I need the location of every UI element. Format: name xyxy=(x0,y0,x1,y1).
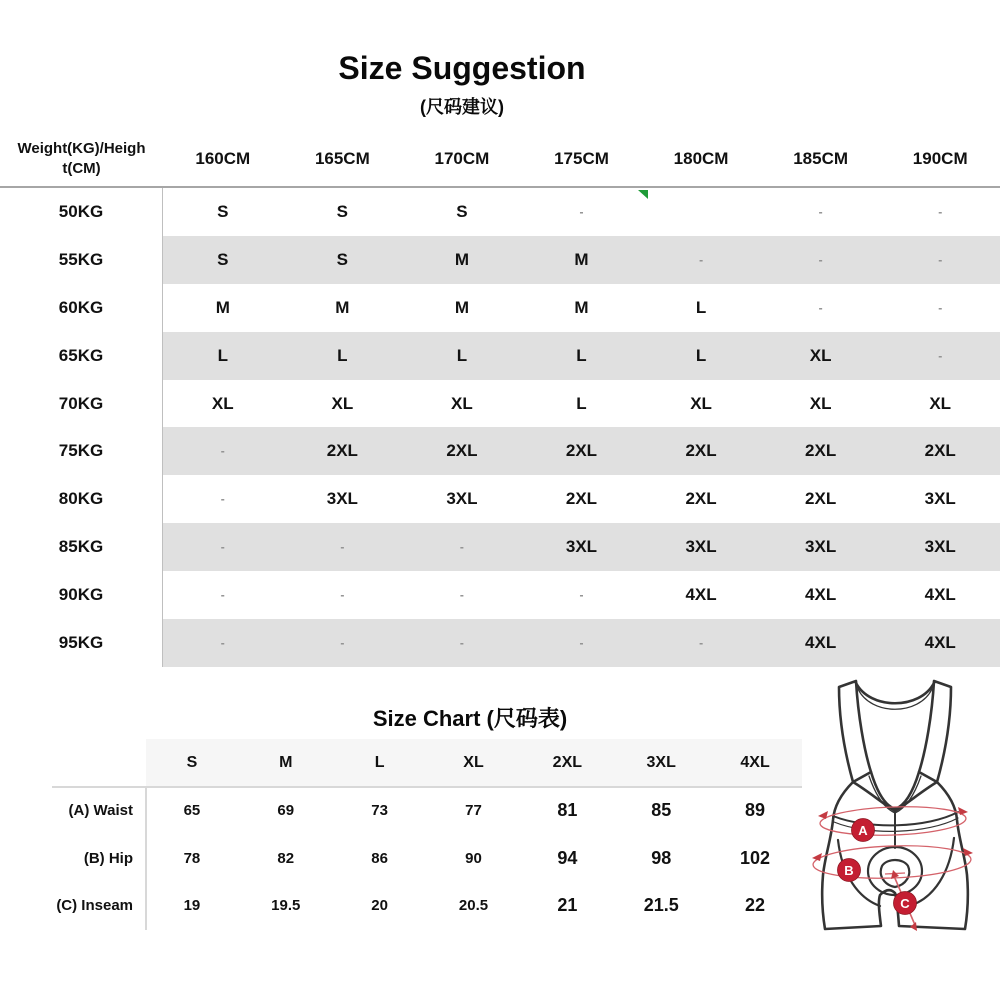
measure-cell: 94 xyxy=(557,847,578,868)
column-header-180cm: 180CM xyxy=(673,148,729,168)
table-row-55kg xyxy=(0,236,1000,284)
size-cell: - xyxy=(818,300,823,315)
table-row-75kg xyxy=(0,427,1000,475)
measure-cell: 86 xyxy=(371,849,388,867)
size-cell: L xyxy=(576,345,587,365)
size-col-l: L xyxy=(374,753,385,771)
size-cell: XL xyxy=(929,393,952,413)
column-header-185cm: 185CM xyxy=(793,148,849,168)
size-cell: 3XL xyxy=(685,537,717,557)
size-cell: 4XL xyxy=(685,585,717,605)
measure-cell: 85 xyxy=(651,800,672,821)
size-cell: - xyxy=(818,252,823,267)
size-cell: XL xyxy=(211,393,234,413)
table-row-80kg xyxy=(0,475,1000,523)
size-cell: 2XL xyxy=(326,441,358,461)
size-cell: S xyxy=(336,201,349,221)
size-cell: - xyxy=(340,588,345,603)
corner-label-line1: Weight(KG)/Heigh xyxy=(17,139,146,157)
size-cell: L xyxy=(576,393,587,413)
size-cell: XL xyxy=(451,393,473,413)
size-cell: S xyxy=(336,249,349,269)
column-header-165cm: 165CM xyxy=(314,148,370,168)
size-cell: 2XL xyxy=(565,441,598,461)
size-cell: M xyxy=(454,297,469,317)
size-cell: XL xyxy=(809,393,832,413)
size-cell: - xyxy=(938,348,943,363)
size-cell: - xyxy=(699,635,704,650)
size-cell: L xyxy=(456,345,468,365)
green-flag-marker xyxy=(638,190,648,199)
measure-cell: 19 xyxy=(183,897,201,915)
size-col-s: S xyxy=(186,753,198,771)
weight-label: 80KG xyxy=(0,475,163,523)
table-row-50kg xyxy=(0,188,1000,236)
size-cell: - xyxy=(579,204,584,219)
size-cell: L xyxy=(695,297,707,317)
size-cell: L xyxy=(337,345,348,365)
weight-label: 85KG xyxy=(0,523,163,571)
size-cell: 2XL xyxy=(805,441,837,461)
size-cell: 3XL xyxy=(326,489,358,509)
measure-cell: 65 xyxy=(183,802,201,820)
row-label-waist: (A) Waist xyxy=(68,802,133,820)
table-row-90kg xyxy=(0,571,1000,619)
size-cell: M xyxy=(454,249,469,269)
size-cell: - xyxy=(220,444,225,459)
weight-label: 90KG xyxy=(0,571,163,619)
size-cell: - xyxy=(340,540,345,555)
size-cell: - xyxy=(938,252,943,267)
measure-cell: 81 xyxy=(557,800,578,821)
size-cell: L xyxy=(695,345,707,365)
size-col-m: M xyxy=(279,753,293,771)
size-cell: S xyxy=(217,201,229,221)
table-row-85kg xyxy=(0,523,1000,571)
size-cell: 2XL xyxy=(924,441,956,461)
size-cell: 2XL xyxy=(685,489,717,509)
table-row-60kg xyxy=(0,284,1000,332)
size-cell: 2XL xyxy=(446,441,478,461)
size-cell: 3XL xyxy=(924,537,956,557)
size-chart-values xyxy=(145,787,802,930)
size-cell: - xyxy=(459,588,464,603)
size-cell: - xyxy=(938,204,943,219)
size-cell: - xyxy=(220,635,225,650)
measure-cell: 69 xyxy=(277,802,295,820)
size-cell: - xyxy=(699,252,704,267)
table-row-95kg xyxy=(0,619,1000,667)
waist-arrow-right xyxy=(958,807,968,815)
size-cell: 4XL xyxy=(924,632,956,652)
measure-cell: 78 xyxy=(183,849,201,867)
corner-header-cell xyxy=(0,131,163,186)
size-col-2xl: 2XL xyxy=(552,753,583,771)
weight-label: 60KG xyxy=(0,284,163,332)
size-suggestion-table xyxy=(0,131,1000,667)
size-cell: 3XL xyxy=(446,489,478,509)
size-cell: - xyxy=(459,540,464,555)
weight-label: 65KG xyxy=(0,332,163,380)
size-col-3xl: 3XL xyxy=(646,753,676,771)
size-cell: - xyxy=(340,635,345,650)
size-cell: - xyxy=(579,588,584,603)
measure-cell: 90 xyxy=(465,849,482,867)
measure-cell: 19.5 xyxy=(271,897,301,915)
page-title: Size Suggestion xyxy=(338,50,586,86)
size-cell: M xyxy=(335,297,350,317)
size-cell: 2XL xyxy=(685,441,717,461)
measure-cell: 20.5 xyxy=(458,897,489,915)
column-header-190cm: 190CM xyxy=(912,148,968,168)
size-cell: S xyxy=(217,249,229,269)
measure-cell: 89 xyxy=(745,800,766,821)
size-cell: 4XL xyxy=(805,632,837,652)
size-cell: 3XL xyxy=(924,489,956,509)
measure-cell: 22 xyxy=(745,895,766,916)
column-header-160cm: 160CM xyxy=(195,148,251,168)
suggestion-header-row xyxy=(0,131,1000,186)
weight-label: 55KG xyxy=(0,236,163,284)
size-cell: 4XL xyxy=(805,585,837,605)
measure-cell: 102 xyxy=(740,847,771,868)
size-cell: - xyxy=(220,492,225,507)
size-cell: XL xyxy=(331,393,354,413)
size-cell: - xyxy=(220,540,225,555)
size-cell: 4XL xyxy=(924,585,956,605)
marker-b-label: B xyxy=(844,863,854,878)
weight-label: 70KG xyxy=(0,380,163,428)
size-cell: - xyxy=(459,635,464,650)
measure-cell: 82 xyxy=(277,849,295,867)
measure-cell: 21 xyxy=(557,895,578,916)
size-col-4xl: 4XL xyxy=(740,753,770,771)
row-label-hip: (B) Hip xyxy=(83,849,133,867)
size-chart-title: Size Chart (尺码表) xyxy=(372,706,568,731)
page-subtitle: (尺码建议) xyxy=(420,97,504,117)
size-chart-row-labels xyxy=(0,787,139,930)
size-cell: - xyxy=(818,204,823,219)
size-cell: S xyxy=(456,201,468,221)
size-cell: M xyxy=(215,297,230,317)
size-cell: L xyxy=(217,345,228,365)
size-cell: 2XL xyxy=(565,489,598,509)
hip-arrow-left xyxy=(812,853,822,861)
size-cell: 2XL xyxy=(805,489,837,509)
marker-c-label: C xyxy=(900,896,910,911)
measure-cell: 77 xyxy=(465,802,482,820)
size-cell: M xyxy=(574,249,589,269)
size-cell: - xyxy=(938,300,943,315)
size-cell: 3XL xyxy=(805,537,837,557)
measure-cell: 21.5 xyxy=(643,895,679,916)
bib-shorts-diagram xyxy=(808,670,998,1000)
size-cell: 3XL xyxy=(565,537,598,557)
weight-label: 95KG xyxy=(0,619,163,667)
size-col-xl: XL xyxy=(463,753,484,771)
measure-cell: 98 xyxy=(651,847,672,868)
size-cell: XL xyxy=(690,393,712,413)
weight-label: 50KG xyxy=(0,188,163,236)
row-label-inseam: (C) Inseam xyxy=(56,897,133,915)
marker-a-label: A xyxy=(858,823,868,838)
table-row-65kg xyxy=(0,332,1000,380)
measure-cell: 20 xyxy=(371,897,388,915)
size-chart-header-row xyxy=(145,739,802,786)
corner-label-line2: t(CM) xyxy=(62,159,101,177)
column-header-170cm: 170CM xyxy=(434,148,490,168)
weight-label: 75KG xyxy=(0,427,163,475)
column-header-175cm: 175CM xyxy=(554,148,609,168)
size-cell: XL xyxy=(809,345,832,365)
size-cell: M xyxy=(574,297,589,317)
size-cell: - xyxy=(220,588,225,603)
measure-cell: 73 xyxy=(371,802,388,820)
table-row-70kg xyxy=(0,380,1000,428)
size-cell: - xyxy=(579,635,584,650)
